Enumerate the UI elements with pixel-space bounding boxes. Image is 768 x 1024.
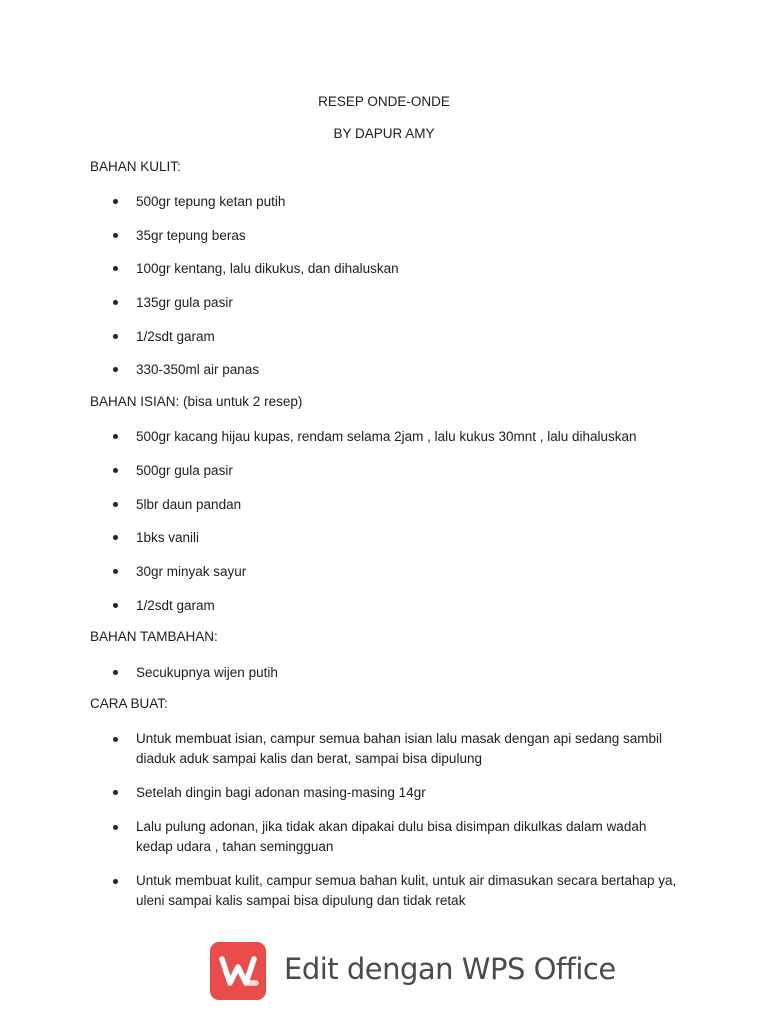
bullet — [113, 334, 118, 339]
section-heading-isian: BAHAN ISIAN: (bisa untuk 2 resep) — [90, 394, 303, 409]
list-item-text: Untuk membuat isian, campur semua bahan isian lalu masak dengan api sedang sambil diaduk aduk sampai kalis dan berat, sampai bisa dipulung — [136, 731, 663, 766]
list-item — [136, 871, 681, 910]
recipe-title: RESEP ONDE-ONDE — [318, 94, 450, 109]
list-item: 100gr kentang, lalu dikukus, dan dihaluskan — [136, 261, 399, 276]
list-item-text: Untuk membuat kulit, campur semua bahan kulit, untuk air dimasukan secara bertahap ya, uleni sampai kalis sampai bisa dipulung dan tidak retak — [136, 873, 677, 908]
wps-office-logo-icon — [210, 942, 266, 1000]
bullet — [113, 670, 118, 675]
bullet — [113, 434, 118, 439]
list-item: 35gr tepung beras — [136, 228, 246, 243]
list-item: 135gr gula pasir — [136, 295, 233, 310]
bullet — [113, 790, 118, 795]
list-item: 5lbr daun pandan — [136, 497, 242, 512]
edit-with-wps-label: Edit dengan WPS Office — [284, 952, 616, 986]
bullet — [113, 535, 118, 540]
list-item: 500gr tepung ketan putih — [136, 194, 286, 209]
bullet — [113, 879, 118, 884]
list-item: 330-350ml air panas — [136, 362, 260, 377]
bullet — [113, 468, 118, 473]
bullet — [113, 569, 118, 574]
wps-edit-banner[interactable] — [210, 942, 616, 1002]
list-item — [136, 817, 681, 856]
bullet — [113, 737, 118, 742]
bullet — [113, 300, 118, 305]
list-item: 1/2sdt garam — [136, 329, 215, 344]
list-item: 500gr kacang hijau kupas, rendam selama 2jam , lalu kukus 30mnt , lalu dihaluskan — [136, 429, 637, 444]
list-item: Secukupnya wijen putih — [136, 665, 278, 680]
recipe-author: BY DAPUR AMY — [333, 126, 435, 141]
list-item: Setelah dingin bagi adonan masing-masing 14gr — [136, 785, 426, 800]
bullet — [113, 367, 118, 372]
list-item: 500gr gula pasir — [136, 463, 233, 478]
bullet — [113, 502, 118, 507]
list-item — [136, 729, 681, 768]
section-heading-cara: CARA BUAT: — [90, 696, 168, 711]
list-item-text: Lalu pulung adonan, jika tidak akan dipakai dulu bisa disimpan dikulkas dalam wadah kedap udara , tahan semingguan — [136, 819, 647, 854]
bullet — [113, 266, 118, 271]
bullet — [113, 199, 118, 204]
section-heading-tambahan: BAHAN TAMBAHAN: — [90, 629, 218, 644]
list-item: 1bks vanili — [136, 530, 200, 545]
bullet — [113, 825, 118, 830]
bullet — [113, 233, 118, 238]
section-heading-kulit: BAHAN KULIT: — [90, 159, 181, 174]
bullet — [113, 603, 118, 608]
list-item: 1/2sdt garam — [136, 598, 215, 613]
list-item: 30gr minyak sayur — [136, 564, 247, 579]
